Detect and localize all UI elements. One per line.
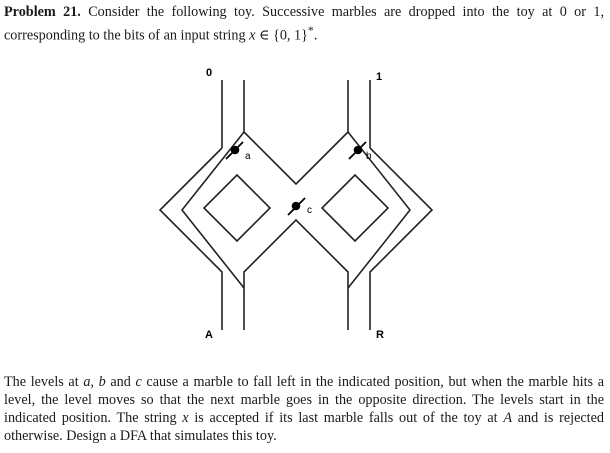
desc-math-x: x: [182, 410, 189, 426]
problem-text-part2: ∈ {0, 1}: [255, 27, 308, 44]
center-upper-wedge: [244, 132, 348, 184]
inner-right-wedge: [348, 132, 410, 288]
center-lower-wedge: [244, 220, 348, 330]
problem-math-x: x: [249, 27, 256, 44]
desc-text: cause a marble to fall left in the indicated position, but when the marble hits a level, the level moves so that the next marble goes in the opposite direction. The levels start in the indicated position. The string: [4, 374, 604, 426]
desc-text: and: [105, 374, 136, 390]
marble-toy-diagram: [150, 60, 450, 350]
desc-math-A: A: [503, 410, 512, 426]
lever-b-label: b: [366, 151, 372, 162]
lever-c: [288, 198, 305, 215]
problem-text-part1: Consider the following toy. Successive marbles are dropped into the toy at 0 or 1, corresponding to the bits of an input string: [4, 4, 605, 44]
desc-math-b: b: [98, 374, 106, 390]
problem-statement: [4, 3, 604, 45]
input-0-label: 0: [206, 67, 213, 79]
right-diamond: [322, 175, 388, 241]
output-A-label: A: [205, 329, 213, 341]
outer-right-wall: [370, 148, 432, 330]
desc-text: is accepted if its last marble falls out of the toy at: [188, 410, 504, 426]
problem-text-part3: .: [313, 27, 318, 44]
desc-text: ,: [90, 374, 99, 390]
desc-math-c: c: [135, 374, 142, 390]
lever-c-label: c: [307, 205, 312, 216]
desc-math-a: a: [83, 374, 91, 390]
lever-a-label: a: [245, 151, 251, 162]
outer-left-wall: [160, 148, 222, 330]
input-1-label: 1: [376, 71, 383, 83]
problem-description: [4, 373, 604, 445]
output-R-label: R: [376, 329, 384, 341]
inner-left-wedge: [182, 132, 244, 288]
desc-text: The levels at: [4, 374, 84, 390]
kleene-star: *: [307, 23, 314, 37]
desc-text: and is rejected otherwise. Design a DFA that simulates this toy.: [4, 410, 604, 444]
problem-heading: Problem 21.: [4, 4, 81, 20]
left-diamond: [204, 175, 270, 241]
